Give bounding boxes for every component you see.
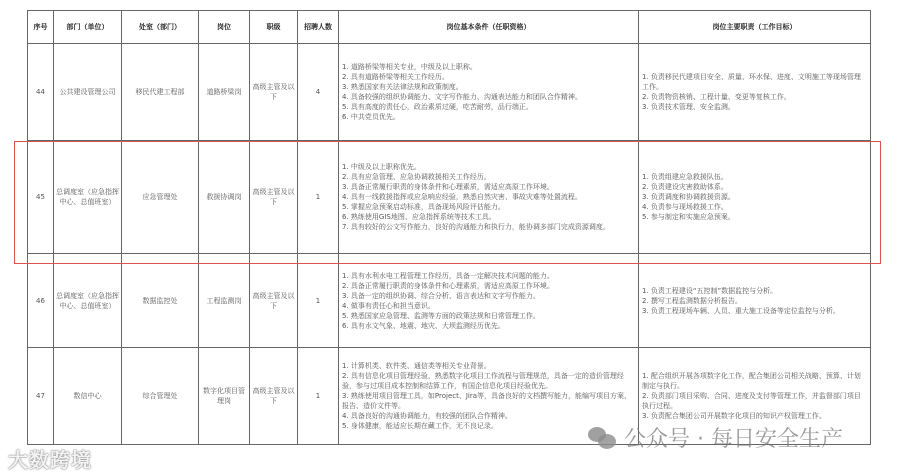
row-dept: 总调度室（应急指挥中心、总值班室）: [54, 254, 122, 348]
row-post: 道路桥梁岗: [199, 44, 250, 141]
watermark-right-text: 公众号 · 每日安全生产: [624, 427, 843, 452]
requirements-item: 2. 具备正常履行职责的身体条件和心理素质，需适应高原工作环境。: [342, 281, 554, 290]
duties-item: 4. 负责参与现场救援工作。: [642, 203, 728, 211]
row-no: 44: [28, 44, 54, 141]
row-office: 应急管理处: [122, 141, 199, 254]
row-count: 1: [298, 348, 339, 445]
row-no: 47: [28, 348, 54, 445]
requirements-item: 7. 具有较好的公文写作能力，良好的沟通能力和执行力，能协调多部门完成资源调度。: [342, 223, 610, 231]
duties-item: 2. 负责部门项目采购、合同、进度及支付等管理工作，并监督部门项目执行过程。: [642, 392, 861, 410]
header-requirements: 岗位基本条件（任职资格）: [339, 11, 639, 44]
row-post: 数字化项目管理岗: [199, 348, 250, 445]
duties-item: 1. 配合组织开展各项数字化工作，配合集团公司相关战略、预算、计划制定与执行。: [642, 372, 861, 390]
row-level: 高级主管及以下: [250, 44, 298, 141]
header-post: 岗位: [199, 11, 250, 44]
duties-item: 3. 负责调度和协调救援资源。: [642, 193, 735, 201]
table-header-row: [28, 11, 871, 44]
requirements-item: 5. 掌握应急预案启动标准，具备现场风险评估能力。: [342, 203, 505, 211]
row-office: 综合管理处: [122, 348, 199, 445]
requirements-item: 4. 具有一线救援指挥或应急响应经验，熟悉自然灾害、事故灾难等处置流程。: [342, 193, 582, 201]
duties-item: 2. 撰写工程监测数据分析报告。: [642, 296, 742, 305]
duties-item: 2. 负责建设灾害救助体系。: [642, 183, 728, 191]
row-dept: 公共建设管理公司: [54, 44, 122, 141]
row-office: 数据监控处: [122, 254, 199, 348]
header-duties: 岗位主要职责（工作目标）: [639, 11, 871, 44]
requirements-item: 6. 中共党员优先。: [342, 113, 400, 121]
row-no: 45: [28, 141, 54, 254]
table-row: [28, 141, 871, 254]
requirements-item: 2. 具有信息化项目管理经验，熟悉数字化项目工作流程与管理规范，具备一定的造价管理经验，参与过项目成本控制和结算工作，有国企信息化项目经验优先。: [342, 372, 624, 390]
duties-item: 3. 负责技术管理、安全监测。: [642, 103, 735, 111]
requirements-item: 6. 熟练使用GIS地图、应急指挥系统等技术工具。: [342, 213, 496, 221]
row-post: 救援协调岗: [199, 141, 250, 254]
requirements-item: 3. 具备一定的组织协调、综合分析、语言表达和文字写作能力。: [342, 291, 540, 300]
row-count: 1: [298, 254, 339, 348]
duties-item: 5. 参与制定和实施应急预案。: [642, 213, 735, 221]
row-post: 工程监测岗: [199, 254, 250, 348]
row-level: 高级主管及以下: [250, 141, 298, 254]
header-count: 招聘人数: [298, 11, 339, 44]
requirements-item: 5. 具有高度的责任心，政治素质过硬，吃苦耐劳，品行端正。: [342, 103, 533, 111]
duties-item: 1. 负责工程建设“五控制”数据监控与分析。: [642, 286, 778, 295]
row-level: 高级主管及以下: [250, 254, 298, 348]
requirements-item: 3. 具备正常履行职责的身体条件和心理素质，需适应高原工作环境。: [342, 183, 554, 191]
recruitment-table: [27, 10, 871, 445]
header-dept: 部门（单位）: [54, 11, 122, 44]
row-count: 1: [298, 141, 339, 254]
requirements-item: 5. 熟悉国家应急管理、监测等方面的政策法规和日常管理工作。: [342, 311, 540, 320]
duties-item: 2. 负责物资核销、工程计量、变更等复核工作。: [642, 93, 791, 101]
watermark-right: [588, 422, 843, 453]
watermark-left: 大数跨境: [8, 448, 92, 472]
table-row: [28, 44, 871, 141]
wechat-icon: [588, 427, 616, 449]
row-requirements: [339, 254, 639, 348]
row-duties: [639, 254, 871, 348]
header-level: 职级: [250, 11, 298, 44]
requirements-item: 2. 具有道路桥梁等相关工作经历。: [342, 73, 449, 81]
header-no: 序号: [28, 11, 54, 44]
row-level: 高级主管及以下: [250, 348, 298, 445]
requirements-item: 3. 熟悉国家有关法律法规和政策制度。: [342, 83, 463, 91]
row-duties: [639, 44, 871, 141]
row-no: 46: [28, 254, 54, 348]
row-requirements: [339, 141, 639, 254]
requirements-item: 1. 计算机类、软件类、通信类等相关专业背景。: [342, 362, 491, 370]
row-dept: 数信中心: [54, 348, 122, 445]
row-count: 4: [298, 44, 339, 141]
row-duties: [639, 141, 871, 254]
requirements-item: 4. 具备良好的沟通协调能力，有较强的团队合作精神。: [342, 412, 512, 420]
header-office: 处室（部门）: [122, 11, 199, 44]
requirements-item: 2. 具有应急管理、应急协调救援相关工作经历。: [342, 173, 491, 181]
requirements-item: 1. 具有水利水电工程管理工作经历，具备一定解决技术问题的能力。: [342, 271, 554, 280]
requirements-item: 3. 熟练使用项目管理工具，如Project、Jira等，具备良好的文档撰写能力，能编写项目方案、报告、造价文件等。: [342, 392, 632, 410]
requirements-item: 1. 中级及以上职称优先。: [342, 163, 421, 171]
row-dept: 总调度室（应急指挥中心、总值班室）: [54, 141, 122, 254]
row-office: 移民代建工程部: [122, 44, 199, 141]
table-row: [28, 254, 871, 348]
duties-item: 3. 负责配合集团公司开展数字化项目的知识产权管理工作。: [642, 412, 826, 420]
requirements-item: 1. 道路桥梁等相关专业，中级及以上职称。: [342, 63, 477, 71]
requirements-item: 5. 身体健康，能适应长期在藏工作，无不良记录。: [342, 422, 498, 430]
requirements-item: 6. 具有水文气象、地震、地灾、大坝监测经历优先。: [342, 321, 505, 330]
row-requirements: [339, 44, 639, 141]
duties-item: 3. 负责工程现场车辆、人员、重大施工设备等定位监控与分析。: [642, 306, 840, 315]
requirements-item: 4. 具备较强的组织协调能力、文字写作能力、沟通表达能力和团队合作精神。: [342, 93, 582, 101]
duties-item: 1. 负责组建应急救援队伍。: [642, 173, 728, 181]
duties-item: 1. 负责移民代建项目安全、质量、环水保、进度、文明施工等现场管理工作。: [642, 73, 861, 91]
requirements-item: 4. 做事有责任心和担当意识。: [342, 301, 435, 310]
